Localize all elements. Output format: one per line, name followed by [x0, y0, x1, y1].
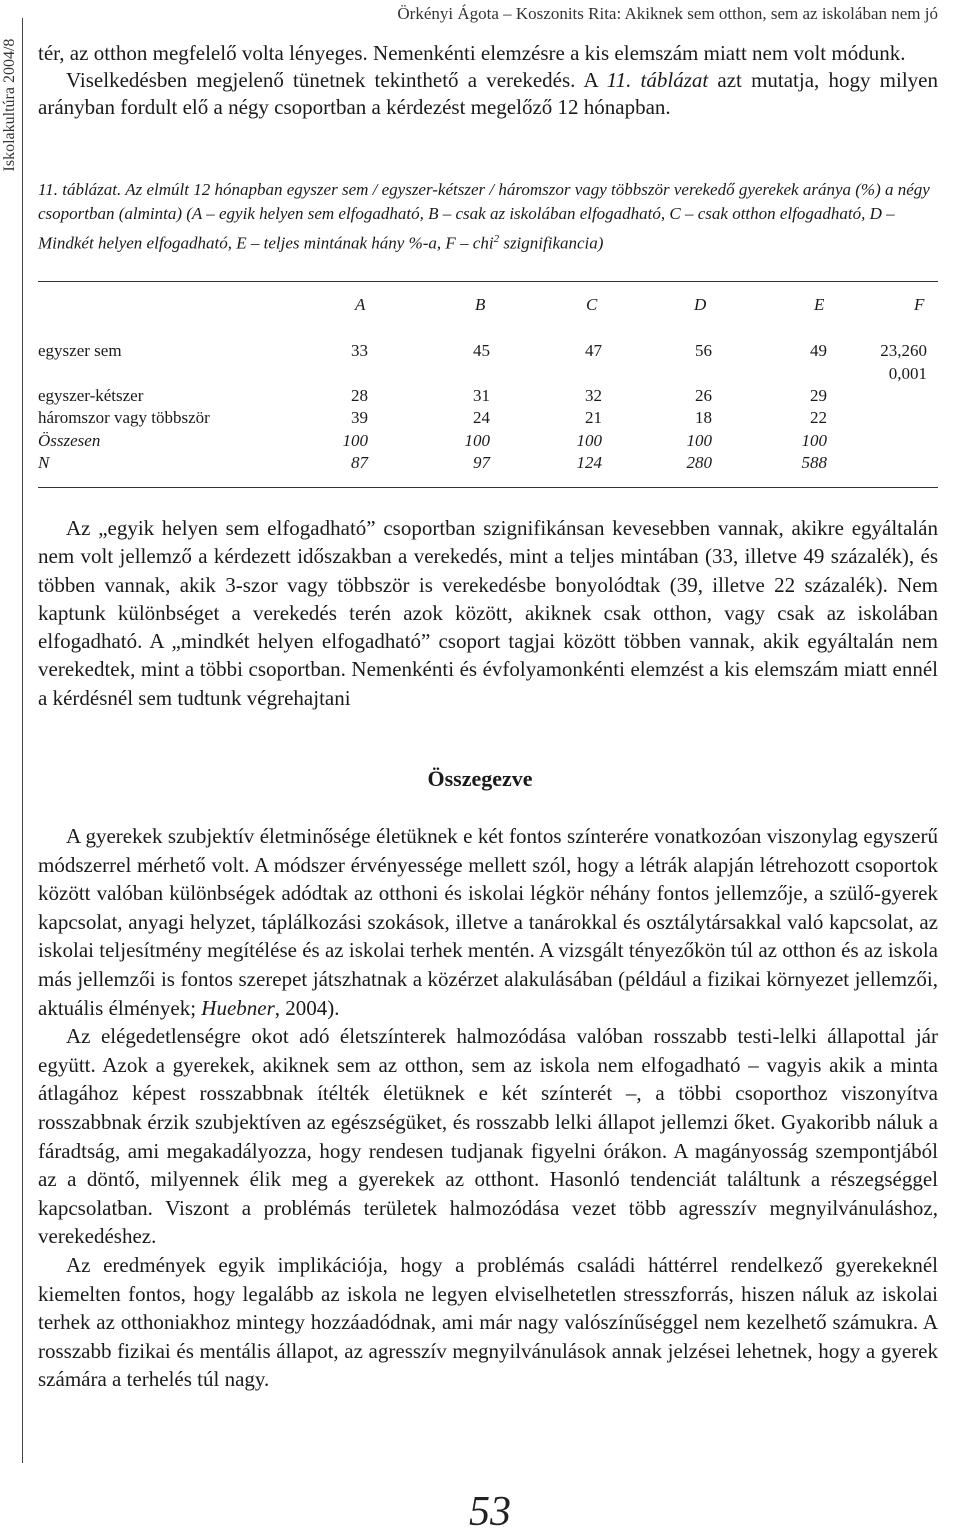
cell-d: 100: [686, 431, 712, 450]
intro-paragraph-1: tér, az otthon megfelelő volta lényeges. Nemenkénti elemzésre a kis elemszám miatt nem volt módunk.: [38, 41, 906, 65]
page-number: 53: [469, 1489, 511, 1535]
cell-e: 29: [810, 386, 827, 405]
col-header-d: D: [694, 295, 707, 314]
col-header-f: F: [914, 295, 925, 314]
section-heading: Összegezve: [427, 766, 533, 791]
table-caption: 11. táblázat. Az elmúlt 12 hónapban egyszer sem / egyszer-kétszer / háromszor vagy többször verekedő gyerekek aránya (%) a négy csoportban (alminta) (A – egyik helyen sem elfogadható, B – csak az iskolában elfogadható, C – csak otthon elfogadható, D – Mindkét helyen elfogadható, E – teljes mintának hány %-a, F – chi$^2$ szignifikancia): [38, 180, 930, 253]
discussion-block: [38, 514, 938, 712]
summary-paragraph-2: Az elégedetlenségre okot adó életszínterek halmozódása valóban rosszabb testi-lelki állapottal jár együtt. Azok a gyerekek, akiknek sem az otthon, sem az iskola nem elfogadható – vagyis akik a minta átlagához képest rosszabbnak ítélték életüknek e két színterét –, a többi csoporthoz viszonyítva rosszabbnak érzik szubjektíven az egészségüket, és rosszabb lelki állapot jellemzi őket. Gyakoribb náluk a fáradtság, ami megakadályozza, hogy rendesen tudjanak figyelni órákon. A magányosság szempontjából az a döntő, milyennek élik meg a gyerekek az otthont. Hasonló tendenciát találtunk a részegséggel kapcsolatban. Viszont a problémás területek halmozódása vezet több agresszív megnyilvánuláshoz, verekedéshez.: [38, 1024, 938, 1249]
table-reference: 11. táblázat: [606, 68, 709, 92]
row-label: háromszor vagy többször: [38, 408, 210, 427]
cell-d: 56: [695, 341, 712, 360]
margin-rule: [22, 18, 23, 1463]
cell-c: 124: [576, 453, 602, 472]
discussion-paragraph: Az „egyik helyen sem elfogadható” csoportban szignifikánsan kevesebben vannak, akikre egyáltalán nem volt jellemző a kérdezett időszakban a verekedés, mint a teljes mintában (33, illetve 49 százalék), és többen vannak, akik 3-szor vagy többször is verekedésbe bonyolódtak (39, illetve 22 százalék). Nem kaptunk különbséget a verekedés terén azok között, akiknek csak otthon, vagy csak az iskolában elfogadható. A „mindkét helyen elfogadható” csoport tagjai között többen vannak, akik egyáltalán nem verekedtek, mint a többi csoportban. Nemenkénti és évfolyamonkénti elemzést a kis elemszám miatt ennél a kérdésnél sem tudtunk végrehajtani: [38, 516, 938, 710]
col-header-b: B: [475, 295, 486, 314]
intro-paragraph-2: Viselkedésben megjelenő tünetnek tekinthető a verekedés. A 11. táblázat azt mutatja, hogy milyen arányban fordult elő a négy csoportban a kérdezést megelőző 12 hónapban.: [38, 68, 939, 119]
row-label: Összesen: [38, 431, 101, 450]
cell-e: 22: [810, 408, 827, 427]
cell-c: 47: [585, 341, 602, 360]
cell-b: 24: [473, 408, 490, 427]
cell-d: 18: [695, 408, 712, 427]
intro-block: [38, 40, 938, 121]
cell-c: 100: [576, 431, 602, 450]
cell-a: 100: [342, 431, 368, 450]
cell-a: 28: [351, 386, 368, 405]
cell-e: 49: [810, 341, 827, 360]
col-header-e: E: [814, 295, 825, 314]
cell-b: 97: [473, 453, 490, 472]
summary-paragraph-1: A gyerekek szubjektív életminősége életüknek e két fontos színterére vonatkozóan viszonylag egyszerű módszerrel mérhető volt. A módszer érvényessége mellett szól, hogy a létrák alapján létrehozott csoportok között valóban különbségek adódtak az otthoni és iskolai légkör néhány fontos jellemzője, a szülő-gyerek kapcsolat, anyagi helyzet, táplálkozási szokások, illetve a tanárokkal és osztálytársakkal való kapcsolat, az iskolai teljesítmény megítélése és az iskolai terhek mentén. A vizsgált tényezőkön túl az otthon és az iskola más jellemzői is fontos szerepet játszhatnak a közérzet alakulásában (például a fizikai környezet jellemzői, aktuális élmények; Huebner, 2004).: [38, 824, 938, 1020]
journal-tag: Iskolakultúra 2004/8: [1, 38, 18, 172]
citation-author: Huebner: [201, 995, 275, 1020]
running-header: Örkényi Ágota – Koszonits Rita: Akiknek sem otthon, sem az iskolában nem jó: [397, 4, 938, 23]
cell-e: 100: [801, 431, 827, 450]
row-label: egyszer sem: [38, 341, 122, 360]
cell-a: 39: [351, 408, 368, 427]
col-header-c: C: [586, 295, 598, 314]
table-caption-label: 11. táblázat.: [38, 180, 122, 199]
row-label: egyszer-kétszer: [38, 386, 144, 405]
cell-c: 32: [585, 386, 602, 405]
summary-paragraph-3: Az eredmények egyik implikációja, hogy a problémás családi háttérrel rendelkező gyerekeknél kiemelten fontos, hogy legalább az iskola ne legyen elviselhetetlen stresszforrás, hiszen náluk az iskolai terhek az otthoniakhoz mintegy hozzáadódnak, ami már nagy valószínűséggel nem kezelhető számukra. A rosszabb fizikai és mentális állapot, az agresszív megnyilvánulások annak jelzései lehetnek, hogy a gyerek számára a terhelés túl nagy.: [38, 1252, 938, 1392]
cell-d: 26: [695, 386, 712, 405]
cell-c: 21: [585, 408, 602, 427]
row-label: N: [38, 453, 50, 472]
cell-f-significance: 0,001: [888, 364, 927, 383]
cell-a: 87: [351, 453, 368, 472]
cell-b: 31: [473, 386, 490, 405]
cell-a: 33: [351, 341, 368, 360]
cell-f-chi2: 23,260: [880, 341, 927, 360]
summary-block: [38, 822, 938, 1394]
cell-b: 100: [464, 431, 490, 450]
table-top-rule: [38, 281, 938, 282]
cell-b: 45: [473, 341, 490, 360]
cell-d: 280: [686, 453, 712, 472]
cell-e: 588: [801, 453, 827, 472]
col-header-a: A: [355, 295, 366, 314]
table-bottom-rule: [38, 487, 938, 488]
